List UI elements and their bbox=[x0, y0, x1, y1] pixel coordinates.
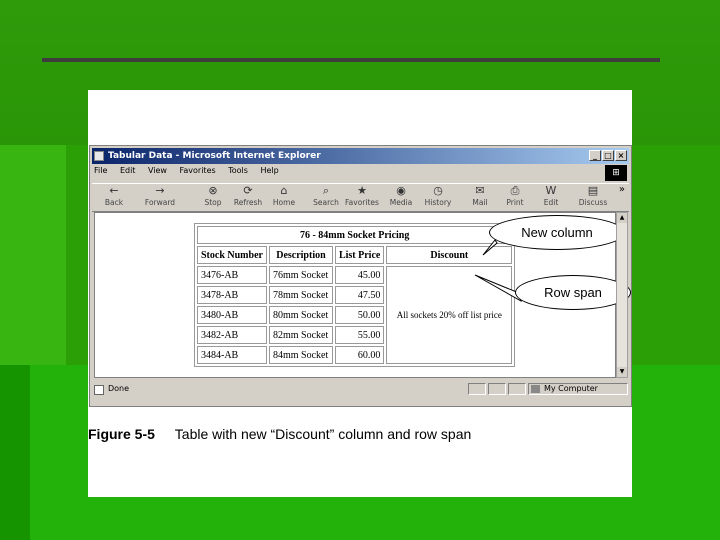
status-pane bbox=[468, 383, 486, 395]
windows-logo-icon: ⊞ bbox=[605, 165, 627, 181]
menu-help[interactable]: Help bbox=[260, 166, 279, 175]
price-cell: 50.00 bbox=[335, 306, 384, 324]
favorites-icon: ★ bbox=[357, 184, 367, 197]
stock-number-cell: 3480-AB bbox=[197, 306, 267, 324]
description-cell: 82mm Socket bbox=[269, 326, 333, 344]
page-icon bbox=[94, 385, 104, 395]
description-cell: 80mm Socket bbox=[269, 306, 333, 324]
figure-slide bbox=[88, 90, 632, 497]
home-button[interactable]: ⌂ Home bbox=[266, 184, 302, 211]
price-cell: 60.00 bbox=[335, 346, 384, 364]
vertical-scrollbar[interactable] bbox=[616, 212, 628, 378]
column-header: Description bbox=[269, 246, 333, 264]
description-cell: 84mm Socket bbox=[269, 346, 333, 364]
ie-logo-icon bbox=[94, 151, 104, 161]
media-button[interactable]: ◉ Media bbox=[383, 184, 419, 211]
search-button[interactable]: ⌕ Search bbox=[308, 184, 344, 211]
column-header: Discount bbox=[386, 246, 512, 264]
price-cell: 55.00 bbox=[335, 326, 384, 344]
column-header: Stock Number bbox=[197, 246, 267, 264]
mail-icon: ✉ bbox=[475, 184, 485, 197]
row-span-pointer bbox=[475, 275, 521, 301]
edit-icon: W bbox=[545, 184, 557, 197]
price-cell: 47.50 bbox=[335, 286, 384, 304]
status-pane bbox=[488, 383, 506, 395]
title-rule bbox=[42, 58, 660, 62]
column-header: List Price bbox=[335, 246, 384, 264]
zone-text: My Computer bbox=[544, 384, 598, 393]
favorites-button[interactable]: ★ Favorites bbox=[345, 184, 379, 207]
status-pane bbox=[528, 383, 628, 395]
stop-icon: ⊗ bbox=[208, 184, 218, 197]
row-span-callout: Row span bbox=[515, 275, 631, 310]
window-title: Tabular Data - Microsoft Internet Explorer bbox=[108, 151, 321, 161]
new-column-pointer bbox=[483, 240, 497, 255]
discuss-button[interactable]: ▤ Discuss bbox=[575, 184, 611, 211]
toolbar bbox=[92, 183, 629, 212]
scroll-up-icon[interactable]: ▲ bbox=[617, 213, 627, 223]
media-icon: ◉ bbox=[396, 184, 406, 197]
title-bar[interactable] bbox=[92, 148, 629, 164]
stock-number-cell: 3478-AB bbox=[197, 286, 267, 304]
description-cell: 76mm Socket bbox=[269, 266, 333, 284]
search-icon: ⌕ bbox=[322, 184, 330, 197]
stock-number-cell: 3484-AB bbox=[197, 346, 267, 364]
refresh-icon: ⟳ bbox=[243, 184, 253, 197]
price-cell: 45.00 bbox=[335, 266, 384, 284]
back-arrow-icon: ← bbox=[109, 184, 119, 197]
print-icon: ⎙ bbox=[510, 184, 520, 197]
status-pane bbox=[508, 383, 526, 395]
toolbar-overflow-icon[interactable]: » bbox=[618, 184, 625, 195]
figure-number: Figure 5-5 bbox=[88, 426, 155, 442]
menu-view[interactable]: View bbox=[147, 166, 167, 175]
browser-window bbox=[89, 145, 632, 407]
home-icon: ⌂ bbox=[280, 184, 288, 197]
page-content bbox=[94, 212, 616, 378]
figure-caption bbox=[88, 426, 471, 442]
menu-edit[interactable]: Edit bbox=[119, 166, 136, 175]
forward-arrow-icon: → bbox=[155, 184, 165, 197]
forward-button[interactable]: → Forward bbox=[138, 184, 182, 211]
history-button[interactable]: ◷ History bbox=[420, 184, 456, 211]
description-cell: 78mm Socket bbox=[269, 286, 333, 304]
print-button[interactable]: ⎙ Print bbox=[497, 184, 533, 211]
maximize-button[interactable]: □ bbox=[602, 150, 614, 161]
stock-number-cell: 3482-AB bbox=[197, 326, 267, 344]
menu-bar bbox=[94, 166, 289, 180]
minimize-button[interactable]: _ bbox=[589, 150, 601, 161]
back-button[interactable]: ← Back bbox=[96, 184, 132, 211]
discount-cell: All sockets 20% off list price bbox=[386, 266, 512, 364]
history-icon: ◷ bbox=[433, 184, 443, 197]
table-caption: 76 - 84mm Socket Pricing bbox=[197, 226, 512, 244]
close-button[interactable]: × bbox=[615, 150, 627, 161]
mail-button[interactable]: ✉ Mail bbox=[462, 184, 498, 211]
status-bar bbox=[92, 382, 629, 396]
stop-button[interactable]: ⊗ Stop bbox=[195, 184, 231, 211]
edit-button[interactable]: W Edit bbox=[533, 184, 569, 211]
discuss-icon: ▤ bbox=[587, 184, 599, 197]
menu-file[interactable]: File bbox=[94, 166, 108, 175]
menu-tools[interactable]: Tools bbox=[228, 166, 248, 175]
new-column-callout: New column bbox=[489, 215, 625, 250]
stock-number-cell: 3476-AB bbox=[197, 266, 267, 284]
menu-favorites[interactable]: Favorites bbox=[179, 166, 216, 175]
background-stripe bbox=[0, 365, 30, 540]
refresh-button[interactable]: ⟳ Refresh bbox=[230, 184, 266, 211]
computer-icon bbox=[531, 385, 540, 393]
scroll-down-icon[interactable]: ▼ bbox=[617, 367, 627, 377]
status-text: Done bbox=[108, 384, 130, 393]
figure-text: Table with new “Discount” column and row span bbox=[174, 426, 472, 442]
